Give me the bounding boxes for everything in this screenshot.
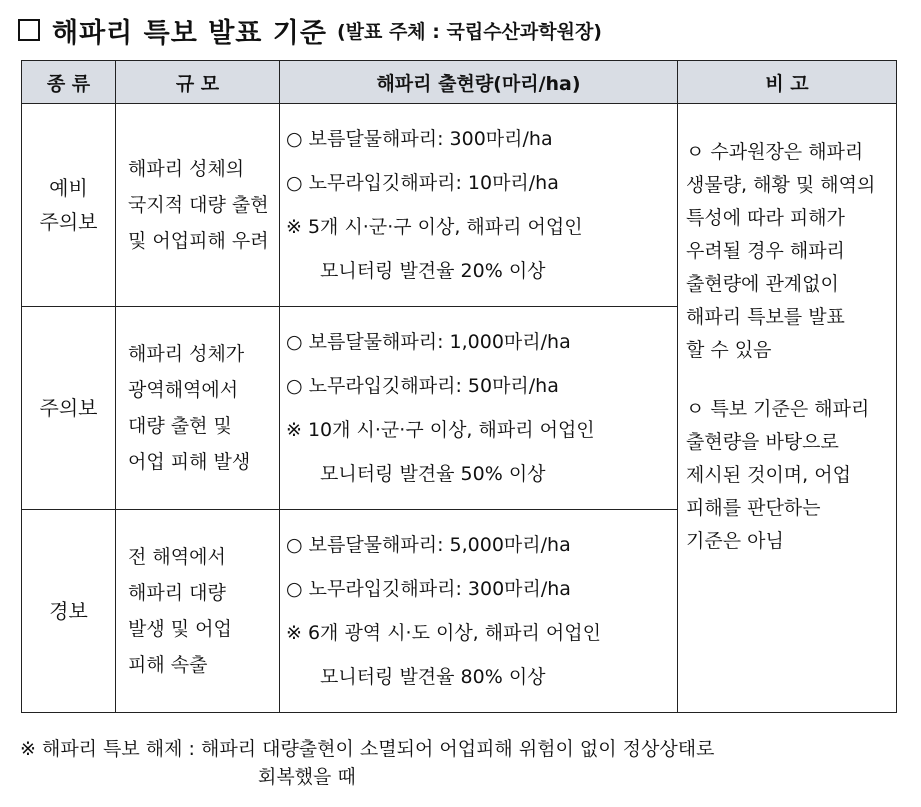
scale-cell (116, 510, 280, 713)
header-kind: 종 류 (22, 61, 116, 104)
scale-line: 피해 속출 (128, 654, 208, 676)
scale-line: 및 어업피해 우려 (128, 230, 269, 252)
footer-line: 회복했을 때 (258, 766, 356, 788)
amount-line: ○ 노무라입깃해파리: 300마리/ha (286, 578, 571, 600)
amount-cell (280, 307, 678, 510)
scale-line: 해파리 대량 (128, 582, 226, 604)
footer-line: ※ 해파리 특보 해제 : 해파리 대량출현이 소멸되어 어업피해 위험이 없이 정상상태로 (20, 738, 715, 760)
scale-line: 국지적 대량 출현 (128, 194, 269, 216)
amount-line: ※ 10개 시·군·구 이상, 해파리 어업인 (286, 419, 595, 441)
scale-line: 해파리 성체가 (128, 343, 245, 365)
title-sub: (발표 주체 : 국립수산과학원장) (336, 20, 602, 43)
note-line: 특성에 따라 피해가 (686, 207, 845, 229)
note-line: 출현량을 바탕으로 (686, 431, 839, 453)
scale-line: 대량 출현 및 (128, 415, 232, 437)
note-line: 해파리 특보를 발표 (686, 306, 845, 328)
amount-line: ○ 보름달물해파리: 1,000마리/ha (286, 331, 571, 353)
header-note: 비 고 (678, 61, 897, 104)
footer-note (20, 735, 714, 791)
amount-line: ○ 보름달물해파리: 300마리/ha (286, 128, 553, 150)
amount-cell (280, 510, 678, 713)
table-header-row (22, 61, 897, 104)
note-line: ㅇ 특보 기준은 해파리 (686, 398, 870, 420)
scale-line: 전 해역에서 (128, 546, 226, 568)
scale-line: 어업 피해 발생 (128, 451, 251, 473)
kind-line: 경보 (49, 599, 88, 623)
kind-cell (22, 104, 116, 307)
amount-line: 모니터링 발견율 50% 이상 (320, 463, 546, 485)
amount-line: ※ 6개 광역 시·도 이상, 해파리 어업인 (286, 622, 601, 644)
kind-line: 예비 (49, 176, 88, 200)
note-line: 피해를 판단하는 (686, 497, 821, 519)
note-line: 제시된 것이며, 어업 (686, 464, 851, 486)
scale-line: 광역해역에서 (128, 379, 239, 401)
amount-line: 모니터링 발견율 80% 이상 (320, 666, 546, 688)
amount-line: 모니터링 발견율 20% 이상 (320, 260, 546, 282)
note-line: 생물량, 해황 및 해역의 (686, 174, 876, 196)
scale-cell (116, 104, 280, 307)
amount-line: ○ 노무라입깃해파리: 50마리/ha (286, 375, 559, 397)
amount-cell (280, 104, 678, 307)
amount-line: ※ 5개 시·군·구 이상, 해파리 어업인 (286, 216, 583, 238)
note-line: 우려될 경우 해파리 (686, 240, 845, 262)
criteria-table (21, 60, 897, 713)
amount-line: ○ 보름달물해파리: 5,000마리/ha (286, 534, 571, 556)
kind-cell (22, 307, 116, 510)
note-line: 출현량에 관계없이 (686, 273, 839, 295)
scale-line: 해파리 성체의 (128, 158, 245, 180)
kind-line: 주의보 (39, 396, 98, 420)
checkbox-square-icon (18, 19, 40, 41)
title-main: 해파리 특보 발표 기준 (52, 17, 327, 49)
header-amount: 해파리 출현량(마리/ha) (280, 61, 678, 104)
note-line: ㅇ 수과원장은 해파리 (686, 141, 864, 163)
note-cell (678, 104, 897, 713)
amount-line: ○ 노무라입깃해파리: 10마리/ha (286, 172, 559, 194)
page-title (18, 10, 602, 50)
scale-line: 발생 및 어업 (128, 618, 232, 640)
kind-line: 주의보 (39, 210, 98, 234)
note-line: 할 수 있음 (686, 339, 772, 361)
scale-cell (116, 307, 280, 510)
note-line: 기준은 아님 (686, 530, 784, 552)
header-scale: 규 모 (116, 61, 280, 104)
kind-cell (22, 510, 116, 713)
table-row (22, 104, 897, 307)
